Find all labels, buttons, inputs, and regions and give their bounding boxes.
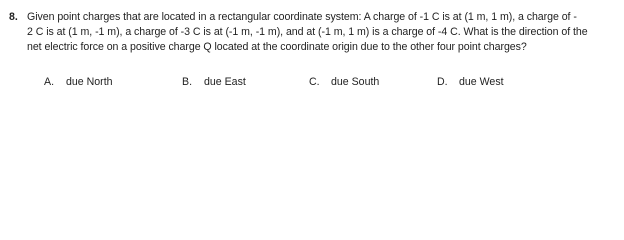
question-block xyxy=(0,0,624,102)
choice-letter: A. xyxy=(44,76,55,88)
answer-choice-a xyxy=(44,75,113,89)
choice-text: due West xyxy=(459,76,504,88)
answer-choice-c xyxy=(309,75,379,89)
choice-letter: C. xyxy=(309,76,320,88)
answer-choice-d xyxy=(437,75,504,89)
choice-text: due South xyxy=(331,76,380,88)
question-text-line: Given point charges that are located in a rectangular coordinate system: A charge of -1 C is at (1 m, 1 m), a charge of - xyxy=(27,11,577,23)
choice-letter: B. xyxy=(182,76,193,88)
answer-choice-b xyxy=(182,75,246,89)
question-number: 8. xyxy=(9,11,18,23)
choice-text: due North xyxy=(66,76,113,88)
question-text-line: 2 C is at (1 m, -1 m), a charge of -3 C is at (-1 m, -1 m), and at (-1 m, 1 m) is a charge of -4 C. What is the direction of the xyxy=(27,26,588,38)
question-text-line: net electric force on a positive charge Q located at the coordinate origin due to the other four point charges? xyxy=(27,41,527,53)
choice-letter: D. xyxy=(437,76,448,88)
choice-text: due East xyxy=(204,76,246,88)
